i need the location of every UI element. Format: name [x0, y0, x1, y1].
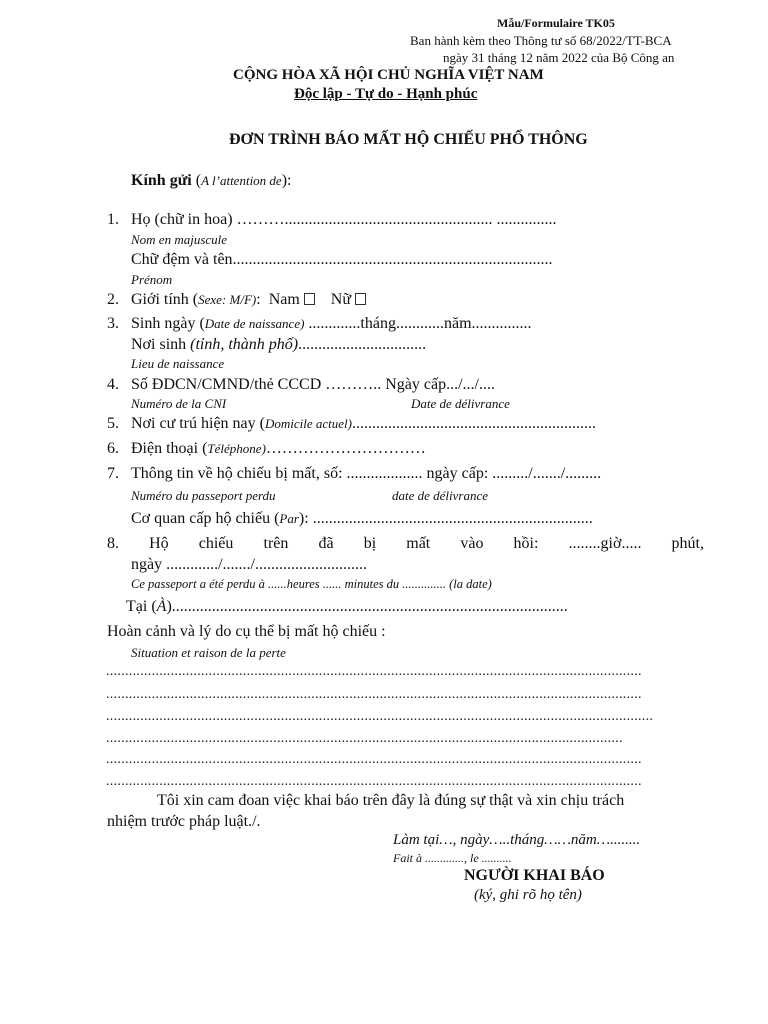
place-date-fr: Fait à ............., le .......... — [393, 851, 512, 865]
residence-fr: Domicile actuel) — [264, 416, 352, 431]
sex-male-checkbox[interactable] — [304, 293, 315, 305]
blank-line[interactable]: ................................................................................................................................................ — [106, 709, 654, 724]
field-3-number: 3. — [107, 315, 119, 332]
birth-date-label: Sinh ngày ( — [131, 315, 205, 332]
passport-number-fr: Numéro du passeport perdu — [131, 488, 276, 503]
document-title: ĐƠN TRÌNH BÁO MẤT HỘ CHIẾU PHỔ THÔNG — [229, 131, 588, 148]
field-id-card: Số ĐDCN/CMND/thẻ CCCD ……….. Ngày cấp.../.../.... — [131, 376, 495, 393]
birth-place-blanks: ................................ — [298, 336, 427, 353]
loss-place-fr: À — [156, 598, 167, 615]
issuing-authority-label: Cơ quan cấp hộ chiếu ( — [131, 510, 280, 527]
salutation-suffix: ): — [281, 172, 292, 189]
field-loss-place — [126, 598, 568, 616]
loss-place-label: Tại ( — [126, 598, 157, 615]
issuing-authority-fr: Par — [279, 511, 299, 526]
birth-place-fr: Lieu de naissance — [131, 356, 225, 371]
salutation: Kính gửi (A l’attention de): — [131, 172, 292, 189]
field-issuing-authority — [131, 510, 593, 528]
country-name: CỘNG HÒA XÃ HỘI CHỦ NGHĨA VIỆT NAM — [233, 67, 544, 83]
field-birth-date — [131, 315, 532, 333]
sex-male-label: Nam — [268, 291, 300, 308]
circumstances-fr: Situation et raison de la perte — [131, 645, 286, 660]
field-7-number: 7. — [107, 465, 119, 482]
blank-line[interactable]: ........................................................................................................................................ — [106, 731, 623, 746]
issuing-authority-blanks: ): ...................................................................... — [298, 510, 593, 527]
field-phone — [131, 440, 426, 458]
field-6-number: 6. — [107, 440, 119, 457]
declarant-title: NGƯỜI KHAI BÁO — [464, 867, 605, 884]
field-passport-info: Thông tin về hộ chiếu bị mất, số: ................... ngày cấp: ........./......./......... — [131, 465, 602, 482]
field-4-number: 4. — [107, 376, 119, 393]
field-2-number: 2. — [107, 291, 119, 308]
signature-note: (ký, ghi rõ họ tên) — [474, 887, 582, 903]
phone-fr: Téléphone) — [207, 441, 266, 456]
issued-line-2: ngày 31 tháng 12 năm 2022 của Bộ Công an — [443, 50, 675, 65]
phone-blanks: ………………………… — [265, 440, 426, 457]
field-loss-time: 8. Hộ chiếu trên đã bị mất vào hồi: ........giờ..... phút, — [107, 535, 704, 552]
blank-line[interactable]: ............................................................................................................................................. — [106, 752, 642, 767]
field-1-number: 1. — [107, 211, 119, 228]
issued-line-1: Ban hành kèm theo Thông tư số 68/2022/TT-BCA — [410, 33, 672, 48]
sex-female-label: Nữ — [330, 291, 352, 308]
loss-place-blanks: )................................................................................................... — [166, 598, 568, 615]
salutation-fr: A l’attention de — [201, 173, 282, 188]
declaration-line-2: nhiệm trước pháp luật./. — [107, 813, 261, 830]
field-id-card-fr: Numéro de la CNI — [131, 396, 227, 411]
passport-date-fr: date de délivrance — [392, 488, 489, 503]
field-sex-label: Giới tính ( — [131, 291, 199, 308]
field-birth-place — [131, 336, 426, 354]
residence-label: Nơi cư trú hiện nay ( — [131, 415, 265, 432]
blank-line[interactable]: ............................................................................................................................................. — [106, 774, 642, 789]
birth-date-blanks: .............tháng............năm............... — [304, 315, 532, 332]
field-id-date-fr: Date de délivrance — [411, 396, 510, 411]
sex-female-checkbox[interactable] — [355, 293, 366, 305]
field-sex-fr: Sexe: M/F) — [198, 292, 257, 307]
birth-date-fr: Date de naissance) — [204, 316, 305, 331]
residence-blanks: ............................................................. — [351, 415, 596, 432]
blank-line[interactable]: ............................................................................................................................................. — [106, 664, 642, 679]
phone-label: Điện thoại ( — [131, 440, 208, 457]
form-code: Mẫu/Formulaire TK05 — [497, 16, 615, 30]
loss-time-fr: Ce passeport a été perdu à ......heures ...... minutes du .............. (la date) — [131, 577, 492, 591]
field-residence — [131, 415, 596, 433]
field-surname: Họ (chữ in hoa) ……….................................................... ............... — [131, 211, 557, 228]
national-motto: Độc lập - Tự do - Hạnh phúc — [294, 86, 478, 102]
field-given-name-fr: Prénom — [131, 272, 173, 287]
field-sex: Giới tính (Sexe: M/F): Nam Nữ — [131, 291, 366, 309]
field-5-number: 5. — [107, 415, 119, 432]
circumstances-label: Hoàn cảnh và lý do cụ thể bị mất hộ chiếu : — [107, 623, 386, 640]
birth-place-label: Nơi sinh — [131, 336, 191, 353]
salutation-label: Kính gửi — [131, 172, 192, 189]
declaration-line-1: Tôi xin cam đoan việc khai báo trên đây là đúng sự thật và xin chịu trách — [157, 792, 625, 809]
field-loss-date: ngày ............./......./............................ — [131, 556, 367, 573]
blank-line[interactable]: ............................................................................................................................................. — [106, 687, 642, 702]
place-date: Làm tại…, ngày…..tháng……năm…........ — [393, 832, 641, 848]
field-surname-fr: Nom en majuscule — [131, 232, 228, 247]
birth-place-hint: (tỉnh, thành phố) — [190, 336, 299, 353]
field-given-name: Chữ đệm và tên................................................................................ — [131, 251, 553, 268]
